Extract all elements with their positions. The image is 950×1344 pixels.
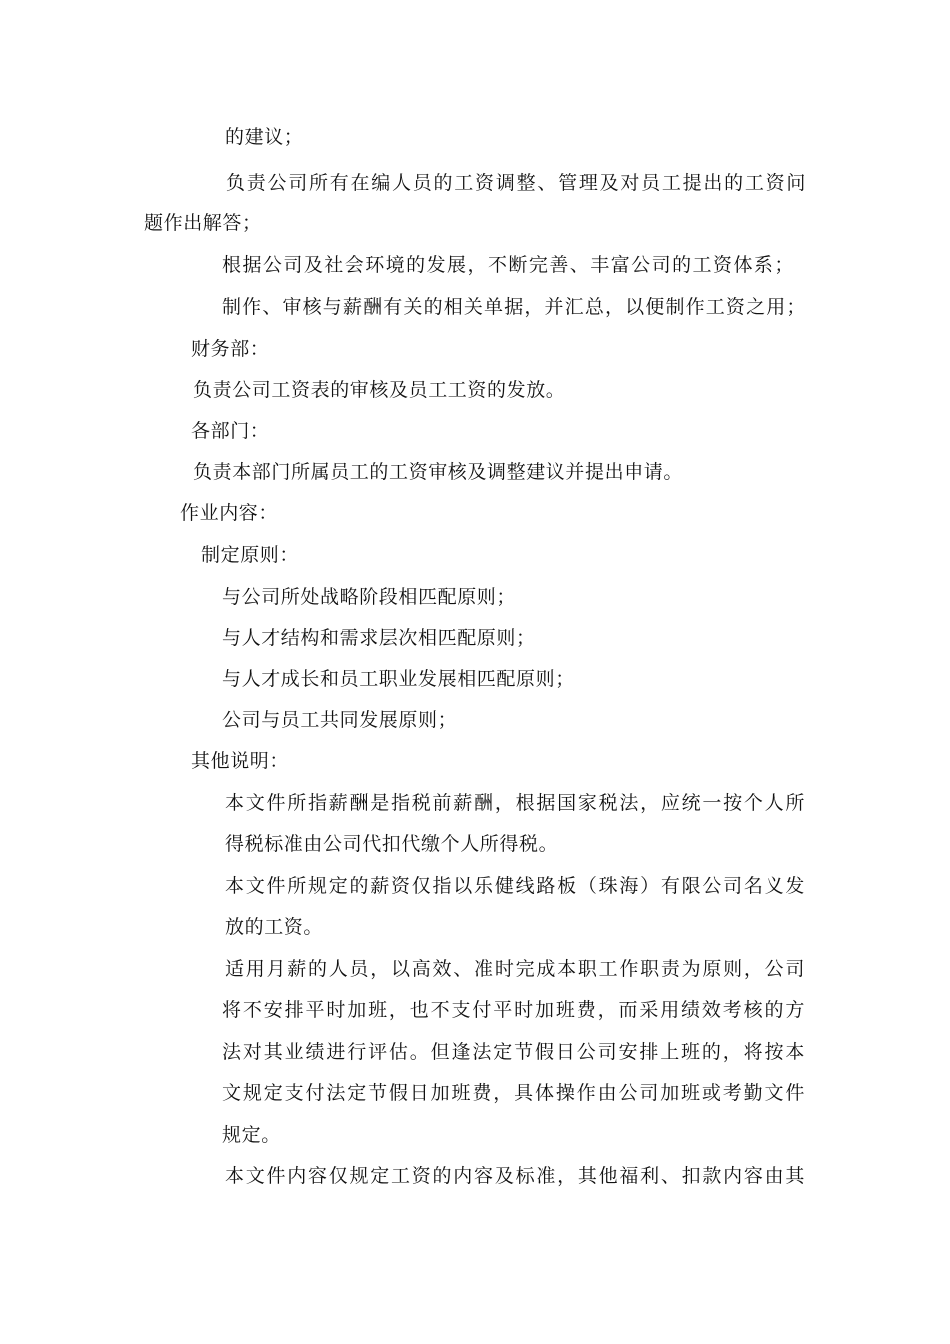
text-line: 得税标准由公司代扣代缴个人所得税。 xyxy=(225,833,559,855)
text-line: 适用月薪的人员，以高效、准时完成本职工作职责为原则，公司 xyxy=(225,958,805,980)
text-line: 将不安排平时加班，也不支付平时加班费，而采用绩效考核的方 xyxy=(222,999,805,1021)
section-heading: 财务部： xyxy=(191,338,270,360)
list-item: 公司与员工共同发展原则； xyxy=(222,709,458,731)
text-line: 根据公司及社会环境的发展，不断完善、丰富公司的工资体系； xyxy=(222,254,794,276)
text-line: 放的工资。 xyxy=(225,916,324,938)
text-line: 本文件内容仅规定工资的内容及标准，其他福利、扣款内容由其 xyxy=(225,1165,805,1187)
list-item: 与人才成长和员工职业发展相匹配原则； xyxy=(222,668,575,690)
list-item: 与公司所处战略阶段相匹配原则； xyxy=(222,586,517,608)
text-line: 制作、审核与薪酬有关的相关单据，并汇总，以便制作工资之用； xyxy=(222,296,806,318)
text-line: 题作出解答； xyxy=(144,212,262,234)
section-heading: 各部门： xyxy=(191,420,270,442)
text-line: 规定。 xyxy=(222,1124,281,1146)
section-heading: 作业内容： xyxy=(180,502,279,524)
text-line: 文规定支付法定节假日加班费，具体操作由公司加班或考勤文件 xyxy=(222,1082,805,1104)
text-line: 负责公司工资表的审核及员工工资的发放。 xyxy=(193,379,566,401)
text-line: 负责本部门所属员工的工资审核及调整建议并提出申请。 xyxy=(193,461,684,483)
text-line: 的建议； xyxy=(225,126,304,148)
section-heading: 其他说明： xyxy=(191,750,290,772)
text-line: 本文件所规定的薪资仅指以乐健线路板（珠海）有限公司名义发 xyxy=(225,875,805,897)
text-line: 负责公司所有在编人员的工资调整、管理及对员工提出的工资问 xyxy=(226,172,806,194)
list-item: 与人才结构和需求层次相匹配原则； xyxy=(222,627,536,649)
text-line: 法对其业绩进行评估。但逢法定节假日公司安排上班的，将按本 xyxy=(222,1041,805,1063)
text-line: 本文件所指薪酬是指税前薪酬，根据国家税法，应统一按个人所 xyxy=(225,792,805,814)
subsection-heading: 制定原则： xyxy=(201,544,300,566)
